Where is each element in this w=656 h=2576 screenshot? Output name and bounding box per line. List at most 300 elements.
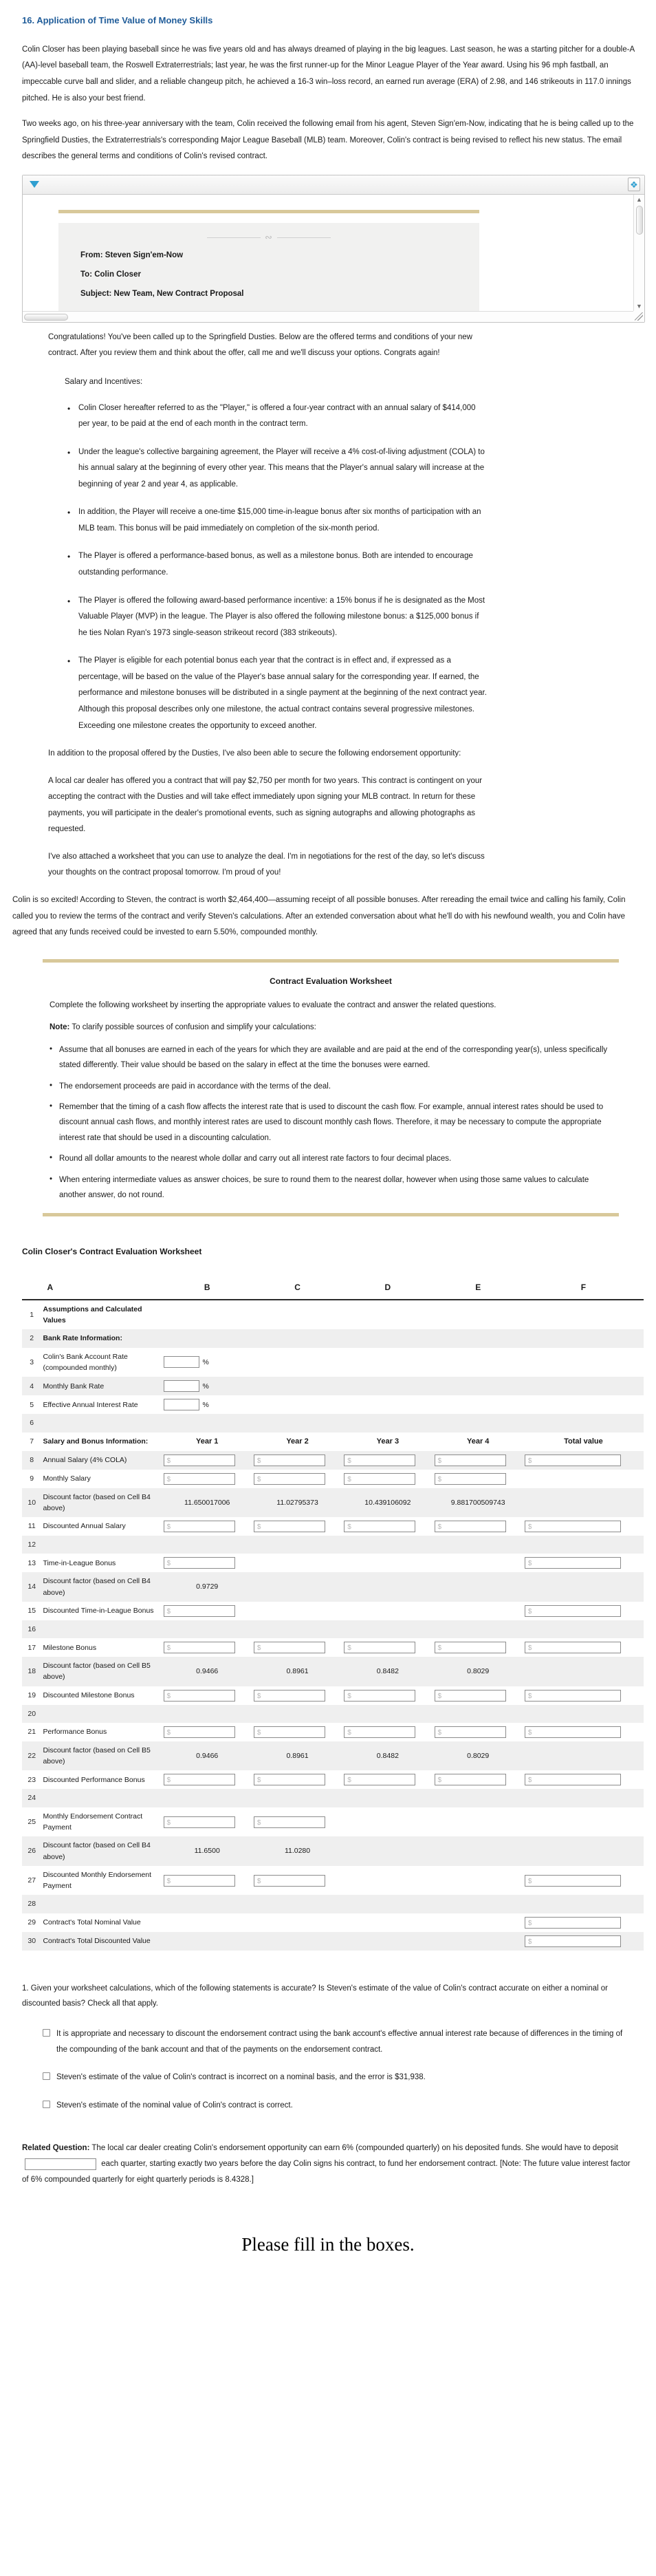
dollar-sign: $	[256, 1818, 261, 1827]
col-header-corner	[22, 1278, 41, 1300]
empty-cell	[342, 1836, 433, 1866]
table-row	[22, 1836, 644, 1866]
answer-choice[interactable]	[43, 2070, 634, 2085]
dollar-input-cell	[252, 1638, 342, 1657]
dollar-input-cell	[342, 1770, 433, 1789]
table-row	[22, 1602, 644, 1620]
empty-cell	[342, 1932, 433, 1951]
related-question-text-before: The local car dealer creating Colin's endorsement opportunity can earn 6% (compounded quarterly) on his deposited funds. She would have to deposit	[91, 2144, 618, 2153]
worksheet-note-line	[50, 1020, 619, 1035]
resize-grip-icon[interactable]	[633, 311, 644, 322]
empty-cell	[433, 1414, 523, 1432]
dollar-sign: $	[527, 1938, 532, 1946]
empty-cell	[162, 1789, 252, 1807]
year-column-header: Year 3	[376, 1437, 400, 1446]
triangle-down-icon[interactable]	[30, 181, 39, 188]
row-label: Discounted Time-in-League Bonus	[43, 1607, 154, 1616]
dollar-input-cell	[433, 1451, 523, 1470]
row-number: 9	[30, 1474, 34, 1483]
computed-value-cell: 10.439106092	[342, 1488, 433, 1518]
dollar-input-cell	[162, 1723, 252, 1741]
computed-value-cell: 0.9466	[162, 1741, 252, 1771]
empty-cell	[252, 1300, 342, 1330]
row-number: 21	[28, 1728, 36, 1737]
email-viewer-panel	[22, 175, 645, 323]
checkbox-icon[interactable]	[43, 2029, 50, 2037]
worksheet-input-box[interactable]	[344, 1473, 415, 1485]
col-header-E: E	[433, 1278, 523, 1300]
dollar-sign: $	[347, 1475, 351, 1483]
dollar-sign: $	[527, 1692, 532, 1700]
email-horizontal-scrollbar[interactable]	[23, 311, 633, 322]
vertical-scroll-thumb[interactable]	[636, 206, 643, 235]
worksheet-input-box[interactable]	[525, 1726, 621, 1738]
dollar-input-cell	[252, 1807, 342, 1837]
email-scroll-content	[23, 195, 633, 311]
table-row	[22, 1895, 644, 1913]
dollar-input-cell	[342, 1723, 433, 1741]
list-item: • The Player is eligible for each potential bonus each year that the contract is in effect and, if expressed as a percentage, will be based on the value of the Player's base annual salary for the corresponding year. If earned, the performance and milestone bonuses will be distributed in a single payment at the beginning of the next contract year. Although this proposal describes only one milestone, the actual contract contains several progressive milestones. Exceeding one milestone creates the opportunity to exceed another.	[66, 653, 488, 734]
email-toolbar	[23, 175, 644, 195]
worksheet-input-box[interactable]	[164, 1642, 235, 1653]
computed-value-cell: 11.0280	[252, 1836, 342, 1866]
empty-cell	[523, 1300, 644, 1330]
dollar-input-cell	[162, 1866, 252, 1896]
row-label: Contract's Total Nominal Value	[43, 1918, 141, 1926]
worksheet-input-box[interactable]	[435, 1726, 506, 1738]
table-header	[22, 1278, 644, 1300]
row-label: Discount factor (based on Cell B4 above)	[41, 1572, 162, 1602]
flourish-ornament-icon: ∾	[58, 230, 479, 248]
dollar-input-cell	[523, 1451, 644, 1470]
row-number: 22	[22, 1741, 41, 1771]
dollar-sign: $	[437, 1728, 442, 1737]
worksheet-input-box[interactable]	[344, 1455, 415, 1466]
empty-cell	[342, 1554, 433, 1572]
related-question	[22, 2140, 634, 2188]
dollar-input-cell	[433, 1517, 523, 1536]
empty-cell	[433, 1554, 523, 1572]
row-number: 8	[22, 1451, 41, 1470]
row-number: 14	[22, 1572, 41, 1602]
row-label: Discount factor (based on Cell B5 above)	[41, 1657, 162, 1686]
empty-cell	[433, 1377, 523, 1395]
empty-cell	[523, 1807, 644, 1837]
worksheet-input-box[interactable]	[164, 1557, 235, 1569]
dollar-sign: $	[527, 1777, 532, 1785]
table-row	[22, 1470, 644, 1488]
row-label: Discount factor (based on Cell B4 above)	[41, 1836, 162, 1866]
row-label: Discount factor (based on Cell B5 above)	[41, 1741, 162, 1771]
empty-cell	[433, 1348, 523, 1377]
dollar-input-cell	[162, 1554, 252, 1572]
worksheet-input-box[interactable]	[525, 1521, 621, 1532]
horizontal-scroll-thumb[interactable]	[24, 314, 68, 321]
empty-cell	[342, 1807, 433, 1837]
dollar-sign: $	[527, 1728, 532, 1737]
empty-cell	[433, 1932, 523, 1951]
dollar-input-cell	[433, 1470, 523, 1488]
worksheet-input-box[interactable]	[344, 1521, 415, 1532]
table-row	[22, 1517, 644, 1536]
dollar-input-cell	[252, 1470, 342, 1488]
row-label: Milestone Bonus	[43, 1643, 97, 1652]
row-number: 29	[28, 1918, 36, 1926]
row-label	[41, 1789, 162, 1807]
worksheet-input-box[interactable]	[164, 1875, 235, 1887]
answer-choice-label: It is appropriate and necessary to discount the endorsement contract using the bank account's effective annual interest rate because of differences in the timing of the compounding of the bank account and that of the payments on the endorsement contract.	[56, 2030, 623, 2054]
dollar-sign: $	[437, 1777, 442, 1785]
worksheet-input-box[interactable]	[435, 1521, 506, 1532]
dollar-sign: $	[256, 1877, 261, 1885]
table-row	[22, 1705, 644, 1723]
table-row	[22, 1329, 644, 1347]
table-row	[22, 1932, 644, 1951]
worksheet-input-box[interactable]	[164, 1816, 235, 1828]
dollar-sign: $	[527, 1607, 532, 1616]
row-label: Discounted Performance Bonus	[43, 1775, 145, 1784]
empty-cell	[342, 1913, 433, 1932]
dollar-sign: $	[256, 1644, 261, 1653]
dollar-input-cell	[162, 1770, 252, 1789]
empty-cell	[342, 1602, 433, 1620]
row-number: 30	[22, 1932, 41, 1951]
empty-cell	[523, 1377, 644, 1395]
empty-cell	[523, 1348, 644, 1377]
pin-icon[interactable]: ❖	[628, 178, 640, 191]
empty-cell	[523, 1789, 644, 1807]
row-label	[41, 1536, 162, 1554]
worksheet-input-box[interactable]	[435, 1642, 506, 1653]
list-item: • Remember that the timing of a cash flow affects the interest rate that is used to discount the cash flow. For example, annual interest rates should be used to discount annual cash flows, and monthly interest rates are used to discount monthly cash flows. Therefore, it may be necessary to compute the appropriate interest rate that should be used in a discounting calculation.	[50, 1099, 613, 1146]
row-label: Bank Rate Information:	[41, 1329, 162, 1347]
worksheet-top-rule	[43, 959, 619, 963]
dollar-input-cell	[252, 1517, 342, 1536]
row-label: Time-in-League Bonus	[43, 1558, 116, 1567]
email-from: From: Steven Sign'em-Now	[80, 250, 184, 259]
col-header-F: F	[523, 1278, 644, 1300]
dollar-sign: $	[527, 1644, 532, 1653]
dollar-sign: $	[166, 1607, 171, 1616]
worksheet-notes-list	[50, 1042, 631, 1203]
row-number: 24	[22, 1789, 41, 1807]
dollar-input-cell	[162, 1686, 252, 1705]
list-item: • Round all dollar amounts to the nearest whole dollar and carry out all interest rate factors to four decimal places.	[50, 1151, 613, 1166]
empty-cell	[433, 1572, 523, 1602]
checkbox-icon[interactable]	[43, 2072, 50, 2080]
worksheet-input-box[interactable]	[525, 1774, 621, 1785]
dollar-input-cell	[433, 1686, 523, 1705]
empty-cell	[523, 1329, 644, 1347]
table-row	[22, 1432, 644, 1451]
table-row	[22, 1770, 644, 1789]
note-label: Note:	[50, 1023, 70, 1032]
worksheet-bottom-rule	[43, 1213, 619, 1216]
contract-worksheet-table	[22, 1278, 644, 1951]
row-number: 16	[22, 1620, 41, 1638]
dollar-input-cell	[433, 1723, 523, 1741]
col-header-D: D	[342, 1278, 433, 1300]
row-number: 20	[22, 1705, 41, 1723]
dollar-sign: $	[166, 1692, 171, 1700]
empty-cell	[523, 1657, 644, 1686]
row-number: 13	[28, 1558, 36, 1567]
empty-cell	[523, 1572, 644, 1602]
row-label	[41, 1895, 162, 1913]
row-label	[41, 1620, 162, 1638]
empty-cell	[342, 1705, 433, 1723]
dollar-input-cell	[342, 1451, 433, 1470]
table-row	[22, 1741, 644, 1771]
answer-choice-label: Steven's estimate of the value of Colin's contract is incorrect on a nominal basis, and the error is $31,938.	[56, 2073, 426, 2082]
worksheet-input-box[interactable]	[525, 1935, 621, 1947]
dollar-input-cell	[342, 1470, 433, 1488]
row-label: Discounted Annual Salary	[43, 1522, 126, 1531]
worksheet-input-box[interactable]	[435, 1690, 506, 1702]
email-top-rule	[58, 210, 479, 213]
empty-cell	[252, 1620, 342, 1638]
dollar-sign: $	[256, 1457, 261, 1465]
dollar-input-cell	[523, 1723, 644, 1741]
empty-cell	[342, 1866, 433, 1896]
dollar-input-cell	[523, 1686, 644, 1705]
list-item: • Under the league's collective bargaining agreement, the Player will receive a 4% cost-of-living adjustment (COLA) to his annual salary at the beginning of every other year. This means that the Player's annual salary will increase at the beginning of year 2 and year 4, as applicable.	[66, 444, 488, 493]
worksheet-input-box[interactable]	[254, 1726, 325, 1738]
dollar-sign: $	[347, 1777, 351, 1785]
row-number: 7	[30, 1437, 34, 1446]
worksheet-input-box[interactable]	[435, 1774, 506, 1785]
empty-cell	[523, 1470, 644, 1488]
dollar-input-cell	[162, 1517, 252, 1536]
dollar-input-cell	[523, 1602, 644, 1620]
row-number: 18	[22, 1657, 41, 1686]
worksheet-input-box[interactable]	[164, 1455, 235, 1466]
worksheet-input-box[interactable]	[164, 1605, 235, 1617]
empty-cell	[342, 1300, 433, 1330]
computed-value-cell: 0.9466	[162, 1657, 252, 1686]
dollar-sign: $	[527, 1457, 532, 1465]
column-header-row	[22, 1278, 644, 1300]
empty-cell	[433, 1300, 523, 1330]
empty-cell	[252, 1572, 342, 1602]
dollar-input-cell	[433, 1638, 523, 1657]
row-label: Effective Annual Interest Rate	[43, 1400, 138, 1409]
table-row	[22, 1300, 644, 1330]
email-section-label: Salary and Incentives:	[65, 377, 143, 386]
empty-cell	[523, 1620, 644, 1638]
empty-cell	[433, 1602, 523, 1620]
worksheet-input-box[interactable]	[254, 1816, 325, 1828]
table-row	[22, 1913, 644, 1932]
contract-evaluation-worksheet-box	[43, 959, 631, 1216]
email-terms-list	[66, 400, 488, 735]
empty-cell	[433, 1913, 523, 1932]
row-label: Discounted Milestone Bonus	[43, 1691, 135, 1700]
computed-value-cell: 11.02795373	[252, 1488, 342, 1518]
empty-cell	[523, 1705, 644, 1723]
empty-cell	[433, 1866, 523, 1896]
table-row	[22, 1414, 644, 1432]
table-row	[22, 1377, 644, 1395]
empty-cell	[342, 1536, 433, 1554]
dollar-sign: $	[166, 1560, 171, 1568]
email-vertical-scrollbar[interactable]	[633, 195, 644, 311]
dollar-sign: $	[166, 1523, 171, 1532]
worksheet-input-box[interactable]	[525, 1917, 621, 1929]
row-number: 2	[22, 1329, 41, 1347]
checkbox-icon[interactable]	[43, 2101, 50, 2108]
percent-input-cell	[162, 1348, 252, 1377]
worksheet-input-box[interactable]	[164, 1356, 199, 1368]
worksheet-input-box[interactable]	[435, 1473, 506, 1485]
worksheet-input-box[interactable]	[164, 1399, 199, 1410]
email-to: To: Colin Closer	[80, 270, 141, 279]
table-row	[22, 1395, 644, 1414]
dollar-input-cell	[252, 1451, 342, 1470]
computed-value-cell: 0.8029	[433, 1657, 523, 1686]
empty-cell	[252, 1348, 342, 1377]
worksheet-input-box[interactable]	[254, 1690, 325, 1702]
dollar-input-cell	[252, 1866, 342, 1896]
percent-sign: %	[202, 1357, 209, 1366]
worksheet-input-box[interactable]	[525, 1605, 621, 1617]
dollar-sign: $	[166, 1818, 171, 1827]
empty-cell	[433, 1705, 523, 1723]
col-header-C: C	[252, 1278, 342, 1300]
row-number: 25	[28, 1817, 36, 1826]
row-label: Salary and Bonus Information:	[43, 1437, 149, 1446]
computed-value-cell: 0.8961	[252, 1741, 342, 1771]
scroll-down-arrow-icon[interactable]: ▼	[636, 302, 642, 310]
worksheet-input-box[interactable]	[164, 1774, 235, 1785]
dollar-input-cell	[433, 1770, 523, 1789]
computed-value-cell: 0.8029	[433, 1741, 523, 1771]
dollar-input-cell	[523, 1517, 644, 1536]
dollar-input-cell	[523, 1770, 644, 1789]
worksheet-input-box[interactable]	[525, 1455, 621, 1466]
table-row	[22, 1536, 644, 1554]
table-row	[22, 1789, 644, 1807]
dollar-sign: $	[166, 1728, 171, 1737]
worksheet-input-box[interactable]	[164, 1473, 235, 1485]
year-column-header: Total value	[564, 1437, 603, 1446]
empty-cell	[342, 1348, 433, 1377]
footer-note: Please fill in the boxes.	[241, 2234, 415, 2255]
worksheet-input-box[interactable]	[435, 1455, 506, 1466]
dollar-input-cell	[252, 1770, 342, 1789]
dollar-sign: $	[166, 1777, 171, 1785]
empty-cell	[523, 1414, 644, 1432]
empty-cell	[433, 1807, 523, 1837]
answer-choice[interactable]	[43, 2098, 634, 2113]
empty-cell	[342, 1789, 433, 1807]
worksheet-input-box[interactable]	[344, 1774, 415, 1785]
computed-value-cell: 9.881700509743	[433, 1488, 523, 1518]
dollar-input-cell	[523, 1932, 644, 1951]
worksheet-input-box[interactable]	[525, 1875, 621, 1887]
empty-cell	[252, 1932, 342, 1951]
endorsement-intro: In addition to the proposal offered by the Dusties, I've also been able to secure the following endorsement opportunity:	[48, 749, 461, 758]
dollar-sign: $	[527, 1523, 532, 1532]
dollar-sign: $	[166, 1475, 171, 1483]
endorsement-paragraph: A local car dealer has offered you a contract that will pay $2,750 per month for two years. This contract is contingent on your accepting the contract with the Dusties and will take effect immediately upon signing your MLB contract. In return for these payments, you will participate in the dealer's promotional events, such as signing autographs and allowing photographs as requested.	[48, 776, 483, 834]
row-number: 17	[28, 1643, 36, 1652]
table-row	[22, 1657, 644, 1686]
worksheet-input-box[interactable]	[164, 1380, 199, 1392]
worksheet-input-box[interactable]	[525, 1557, 621, 1569]
worksheet-input-box[interactable]	[344, 1726, 415, 1738]
row-label: Contract's Total Discounted Value	[41, 1932, 162, 1951]
dollar-sign: $	[256, 1728, 261, 1737]
empty-cell	[252, 1789, 342, 1807]
row-label	[41, 1414, 162, 1432]
scroll-up-arrow-icon[interactable]: ▲	[636, 195, 642, 203]
dollar-sign: $	[256, 1523, 261, 1532]
year-column-header: Year 2	[286, 1437, 309, 1446]
empty-cell	[252, 1329, 342, 1347]
dollar-sign: $	[347, 1523, 351, 1532]
worksheet-input-box[interactable]	[254, 1455, 325, 1466]
col-header-B: B	[162, 1278, 252, 1300]
email-header-card	[58, 223, 479, 311]
worksheet-input-box[interactable]	[525, 1642, 621, 1653]
dollar-sign: $	[437, 1692, 442, 1700]
worksheet-input-box[interactable]	[254, 1521, 325, 1532]
worksheet-heading: Colin Closer's Contract Evaluation Worksheet	[22, 1246, 202, 1256]
intro-paragraph-1: Colin Closer has been playing baseball since he was five years old and has always dreamed of playing in the big leagues. Last season, he was a starting pitcher for a double-A (AA)-level baseball team, the Roswell Extraterrestrials; last year, he was the first runner-up for the Minor League Player of the Year award. Using his 96 mph fastball, an impeccable curve ball and slider, and a reliable changeup pitch, he achieved a 16-3 win–loss record, an earned run average (ERA) of 2.98, and 146 strikeouts in 117.0 innings pitched. He is also your best friend.	[22, 45, 635, 103]
worksheet-input-box[interactable]	[164, 1521, 235, 1532]
worksheet-input-box[interactable]	[344, 1690, 415, 1702]
question-section	[22, 1981, 634, 2114]
worksheet-input-box[interactable]	[254, 1774, 325, 1785]
worksheet-input-box[interactable]	[525, 1690, 621, 1702]
row-number: 19	[28, 1691, 36, 1700]
empty-cell	[433, 1836, 523, 1866]
dollar-sign: $	[527, 1560, 532, 1568]
row-number: 6	[22, 1414, 41, 1432]
worksheet-input-box[interactable]	[254, 1875, 325, 1887]
row-number: 15	[28, 1607, 36, 1616]
worksheet-input-box[interactable]	[164, 1726, 235, 1738]
intro-paragraph-2: Two weeks ago, on his three-year anniversary with the team, Colin received the following email from his agent, Steven Sign'em-Now, indicating that he is being called up to the Springfield Dusties, the Extraterrestrials's corresponding Major League Baseball (MLB) team. Moreover, Colin's contract is being revised to reflect his new status. The email describes the general terms and conditions of Colin's revised contract.	[22, 120, 634, 161]
empty-cell	[342, 1377, 433, 1395]
row-number: 1	[30, 1311, 34, 1320]
worksheet-input-box[interactable]	[164, 1690, 235, 1702]
email-opening-paragraph: Congratulations! You've been called up to the Springfield Dusties. Below are the offered terms and conditions of your new contract. After you review them and think about the offer, call me and we'll discuss your options. Congrats again!	[48, 332, 472, 358]
empty-cell	[433, 1620, 523, 1638]
empty-cell	[433, 1536, 523, 1554]
empty-cell	[252, 1554, 342, 1572]
worksheet-input-box[interactable]	[254, 1473, 325, 1485]
dollar-sign: $	[166, 1877, 171, 1885]
list-item: • Assume that all bonuses are earned in each of the years for which they are available and are paid at the end of the corresponding year(s), unless specifically stated differently. Their value should be based on the salary in effect at the time the bonuses were earned.	[50, 1042, 613, 1073]
dollar-input-cell	[162, 1470, 252, 1488]
worksheet-input-box[interactable]	[254, 1642, 325, 1653]
related-question-input[interactable]	[25, 2158, 96, 2170]
empty-cell	[342, 1329, 433, 1347]
note-text: To clarify possible sources of confusion and simplify your calculations:	[72, 1023, 316, 1032]
computed-value-cell: 0.8961	[252, 1657, 342, 1686]
worksheet-box-title: Contract Evaluation Worksheet	[270, 976, 392, 986]
dollar-input-cell	[162, 1807, 252, 1837]
table-body	[22, 1300, 644, 1951]
empty-cell	[523, 1488, 644, 1518]
row-number: 12	[22, 1536, 41, 1554]
worksheet-input-box[interactable]	[344, 1642, 415, 1653]
answer-choice[interactable]	[43, 2026, 634, 2057]
row-label: Performance Bonus	[43, 1728, 107, 1737]
table-row	[22, 1451, 644, 1470]
